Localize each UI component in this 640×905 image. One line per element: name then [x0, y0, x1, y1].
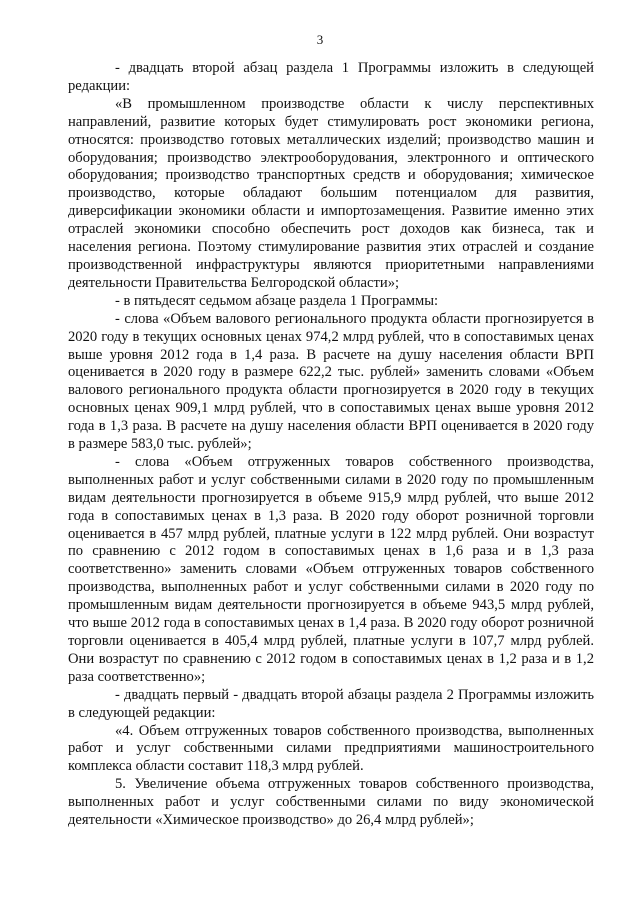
paragraph: «4. Объем отгруженных товаров собственного производства, выполненных работ и услуг собственными силами предприятиями машиностроительного комплекса области составит 118,3 млрд рублей. — [68, 722, 594, 775]
paragraph: 5. Увеличение объема отгруженных товаров собственного производства, выполненных работ и услуг собственными силами по виду экономической деятельности «Химическое производство» до 26,4 млрд рублей»; — [68, 776, 594, 829]
paragraph: - в пятьдесят седьмом абзаце раздела 1 Программы: — [115, 292, 439, 309]
paragraph: - двадцать первый - двадцать второй абзацы раздела 2 Программы изложить в следующей редакции: — [68, 686, 594, 721]
paragraph: - слова «Объем валового регионального продукта области прогнозируется в 2020 году в текущих основных ценах 974,2 млрд рублей, что в сопоставимых ценах выше уровня 2012 года в 1,4 раза. В расчете на душу населения области ВРП оценивается в 2020 году в размере 622,2 тыс. рублей» заменить словами «Объем валового регионального продукта области прогнозируется в 2020 году в текущих основных ценах 909,1 млрд рублей, что в сопоставимых ценах выше уровня 2012 года в 1,3 раза. В расчете на душу населения области ВРП оценивается в 2020 году в размере 583,0 тыс. рублей»; — [68, 310, 594, 453]
paragraph: «В промышленном производстве области к числу перспективных направлений, развитие которых будет стимулировать рост экономики региона, относятся: производство готовых металлических изделий; производство машин и оборудования; производство электрооборудования, электронного и оптического оборудования; производство транспортных средств и оборудования; химическое производство, которые обладают большим потенциалом для развития, диверсификации экономики области и импортозамещения. Развитие именно этих отраслей экономики способно обеспечить рост доходов как бизнеса, так и населения региона. Поэтому стимулирование развития этих отраслей и создание производственной инфраструктуры являются приоритетными направлениями деятельности Правительства Белгородской области»; — [68, 95, 594, 291]
document-body — [68, 60, 594, 830]
paragraph: - двадцать второй абзац раздела 1 Программы изложить в следующей редакции: — [68, 60, 594, 94]
page-number: 3 — [316, 32, 324, 47]
paragraph: - слова «Объем отгруженных товаров собственного производства, выполненных работ и услуг собственными силами в 2020 году по промышленным видам деятельности прогнозируется в объеме 915,9 млрд рублей, что выше 2012 года в сопоставимых ценах в 1,3 раза. В 2020 году оборот розничной торговли оценивается в 457 млрд рублей, платные услуги в 122 млрд рублей. Они возрастут по сравнению с 2012 годом в сопоставимых ценах в 1,6 раза и в 1,3 раза соответственно» заменить словами «Объем отгруженных товаров собственного производства, выполненных работ и услуг собственными силами в 2020 году по промышленным видам деятельности прогнозируется в объеме 943,5 млрд рублей, что выше 2012 года в сопоставимых ценах в 1,4 раза. В 2020 году оборот розничной торговли оценивается в 405,4 млрд рублей, платные услуги в 107,7 млрд рублей. Они возрастут по сравнению с 2012 годом в сопоставимых ценах в 1,2 раза и в 1,2 раза соответственно»; — [68, 453, 594, 685]
